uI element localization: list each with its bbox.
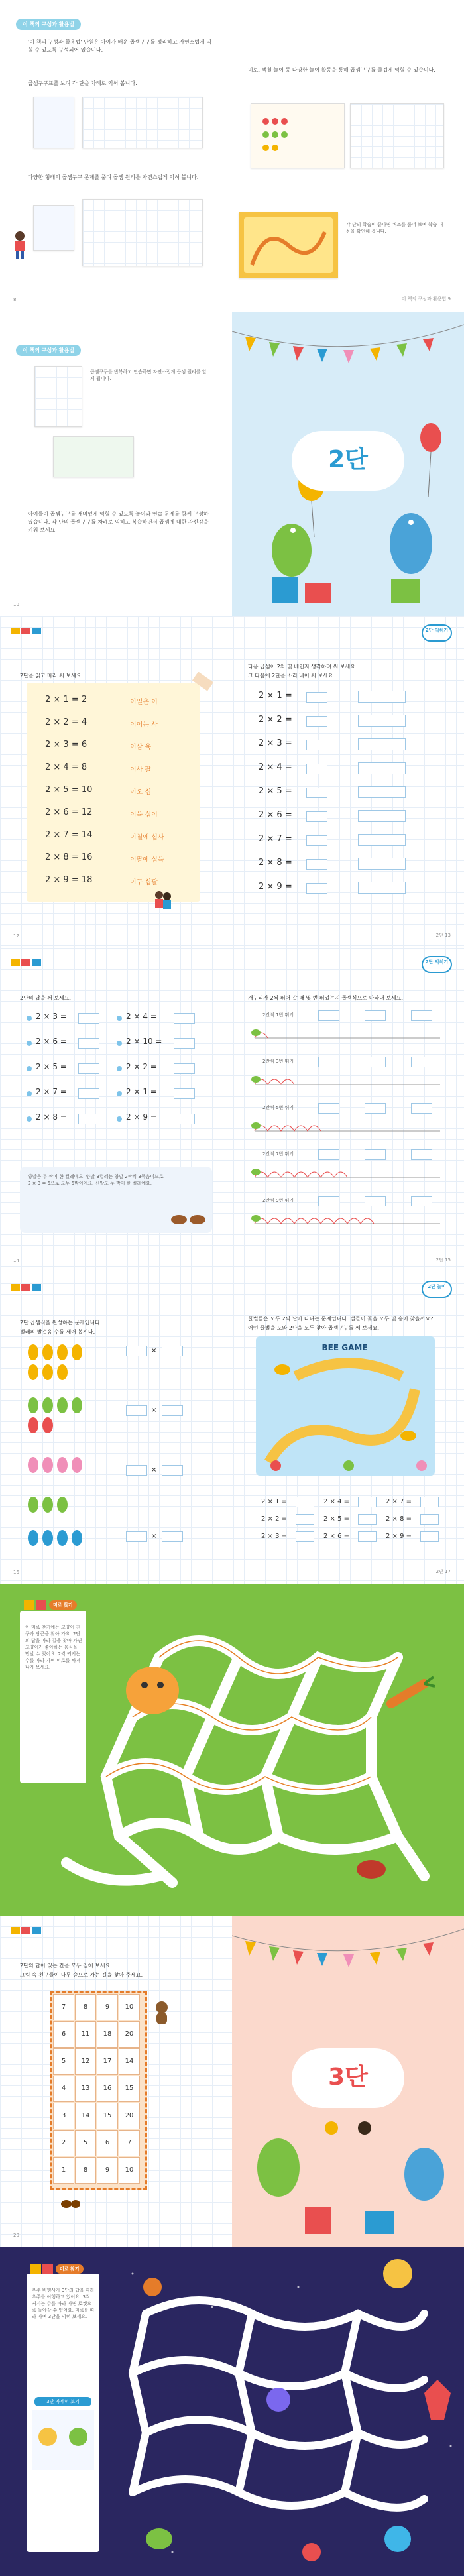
page-number: 2단 13	[435, 933, 451, 938]
page-number: 12	[13, 933, 19, 939]
equation: 2 × 1 =	[259, 691, 292, 701]
planet-icon	[143, 2278, 162, 2296]
caption: 곱셈구구를 반복하고 연습하면 자연스럽게 곱셈 원리를 알게 됩니다.	[90, 369, 207, 381]
writing-input[interactable]	[358, 691, 406, 703]
grid-cell[interactable]: 14	[119, 2048, 140, 2075]
number-line	[248, 1210, 447, 1230]
bullet-icon	[117, 1116, 122, 1122]
chapter-tag: 2단 익히기	[422, 956, 452, 973]
equation: 2 × 4 =	[259, 762, 292, 772]
answer-input[interactable]	[174, 1063, 195, 1074]
equation: 2 × 8 =	[36, 1112, 67, 1122]
equation: 2 × 6 = 12	[45, 807, 93, 817]
shoes-illustration	[170, 1210, 209, 1226]
equation: 2 × 8 = 16	[45, 852, 93, 862]
bee-game-board	[256, 1336, 435, 1476]
answer-input[interactable]	[78, 1088, 99, 1099]
row-label: 2칸씩 1번 뛰기	[262, 1012, 294, 1018]
number-line	[248, 1164, 447, 1184]
spread-5	[0, 1273, 464, 1584]
answer-input[interactable]	[306, 835, 327, 846]
bullet-icon	[117, 1066, 122, 1071]
answer-input[interactable]	[296, 1497, 314, 1507]
answer-input[interactable]	[162, 1531, 183, 1542]
grid-cell[interactable]: 4	[53, 2076, 74, 2102]
times-sign: ×	[151, 1347, 157, 1354]
equation: 2 × 4 =	[126, 1012, 157, 1021]
equation: 2 × 3 = 6	[45, 740, 87, 750]
train-icon	[11, 1925, 42, 1934]
grid-cell[interactable]: 5	[53, 2048, 74, 2075]
times-sign: ×	[151, 1407, 157, 1414]
spread-8	[0, 2247, 464, 2576]
note-text: 각 단의 학습이 끝나면 퀴즈를 풀어 보며 학습 내용을 확인해 봅니다.	[346, 222, 443, 234]
grid-cell[interactable]: 8	[75, 2157, 96, 2184]
page-8	[0, 0, 232, 312]
answer-input[interactable]	[365, 1103, 386, 1114]
grid-cell[interactable]: 7	[119, 2130, 140, 2156]
sun-icon	[383, 2259, 412, 2288]
equation: 2 × 2 = 4	[45, 717, 87, 727]
answer-input[interactable]	[78, 1114, 99, 1124]
equation: 2 × 2 =	[126, 1062, 157, 1071]
equation: 2 × 6 =	[323, 1533, 350, 1540]
answer-input[interactable]	[126, 1531, 147, 1542]
bottom-label: 3단 자세히 보기	[34, 2397, 91, 2406]
grid-cell[interactable]: 11	[75, 2021, 96, 2048]
bullet-icon	[117, 1041, 122, 1046]
bullet-icon	[117, 1016, 122, 1021]
title-page-2	[232, 312, 464, 616]
equation: 2 × 5 =	[36, 1062, 67, 1071]
reading: 이일은 이	[130, 699, 158, 706]
writing-input[interactable]	[358, 882, 406, 894]
space-maze[interactable]	[0, 2247, 464, 2576]
section-header: 이 책의 구성과 활용법	[16, 19, 81, 30]
train-icon	[11, 957, 42, 966]
page-number: 16	[13, 1570, 19, 1575]
writing-input[interactable]	[358, 738, 406, 750]
chapter-tag: 2단 놀이	[422, 1281, 452, 1298]
bullet-icon	[27, 1091, 32, 1096]
kid-illustration	[12, 231, 28, 260]
answer-input[interactable]	[296, 1531, 314, 1542]
maze[interactable]	[0, 1584, 464, 1916]
answer-input[interactable]	[296, 1514, 314, 1525]
mid-text: 다양한 형태의 곱셈구구 문제를 풀며 곱셈 원리를 자연스럽게 익혀 봅니다.	[28, 174, 199, 180]
reading: 이육 십이	[130, 811, 158, 819]
equation: 2 × 7 =	[259, 834, 292, 844]
answer-input[interactable]	[420, 1497, 439, 1507]
grid-cell[interactable]: 3	[53, 2103, 74, 2129]
equation: 2 × 6 =	[36, 1037, 67, 1046]
grid-cell[interactable]: 16	[97, 2076, 118, 2102]
spread-3	[0, 616, 464, 948]
equation: 2 × 4 =	[323, 1498, 350, 1505]
carrot-icon	[391, 1684, 424, 1704]
grid-cell[interactable]: 10	[119, 1994, 140, 2020]
equation: 2 × 1 =	[261, 1498, 288, 1505]
intro-text-2: 곱셈구구표를 보며 각 단을 차례로 익혀 봅니다.	[28, 80, 137, 86]
sample-table	[82, 97, 203, 148]
sample-card	[33, 97, 74, 148]
answer-input[interactable]	[78, 1063, 99, 1074]
equation: 2 × 1 = 2	[45, 695, 87, 705]
equation: 2 × 9 =	[126, 1112, 157, 1122]
ant-illustration	[60, 2194, 86, 2214]
writing-input[interactable]	[358, 858, 406, 870]
page-10	[0, 312, 232, 616]
answer-input[interactable]	[365, 1196, 386, 1206]
equation: 2 × 7 =	[36, 1087, 67, 1096]
instruction-2: 그 다음에 2단을 소리 내어 써 보세요.	[248, 673, 335, 679]
equation: 2 × 7 =	[386, 1498, 412, 1505]
page-16	[0, 1273, 232, 1584]
instruction: 2단의 답을 써 보세요.	[20, 995, 72, 1001]
equation: 2 × 5 =	[259, 786, 292, 796]
intro-text: '이 책의 구성과 활용법' 단원은 아이가 배운 곱셈구구를 정리하고 자연스럽게 익힐 수 있도록 구성되어 있습니다.	[28, 39, 212, 53]
chapter-tag: 2단 익히기	[422, 624, 452, 642]
page-number: 이 책의 구성과 활용법 9	[401, 296, 451, 302]
bug-group	[24, 1342, 103, 1560]
equation: 2 × 9 =	[259, 882, 292, 892]
page-number: 2단 15	[435, 1258, 451, 1263]
grid-cell[interactable]: 7	[53, 1994, 74, 2020]
instruction: 2단 곱셈식을 완성하는 문제입니다.	[20, 1320, 102, 1326]
answer-input[interactable]	[411, 1149, 432, 1160]
answer-input[interactable]	[174, 1088, 195, 1099]
writing-input[interactable]	[358, 810, 406, 822]
answer-input[interactable]	[318, 1196, 339, 1206]
instruction: 꿀벌들은 모두 2씩 날아 다니는 문제입니다. 벌들이 꽃을 모두 몇 송이 찾을까요?	[248, 1316, 434, 1322]
equation: 2 × 3 =	[36, 1012, 67, 1021]
reading: 이삼 육	[130, 744, 152, 751]
train-icon	[11, 626, 42, 635]
answer-input[interactable]	[318, 1149, 339, 1160]
answer-input[interactable]	[420, 1514, 439, 1525]
answer-input[interactable]	[306, 859, 327, 870]
bullet-icon	[27, 1016, 32, 1021]
body-text: 아이들이 곱셈구구를 재미있게 익힐 수 있도록 놀이와 연습 문제를 함께 구성하였습니다. 각 단의 곱셈구구를 차례로 익히고 복습하면서 곱셈에 대한 자신감을 키워 보세요.	[28, 511, 209, 533]
times-sign: ×	[151, 1533, 157, 1540]
answer-input[interactable]	[365, 1149, 386, 1160]
instruction: 다음 곱셈이 2와 몇 배인지 생각하며 써 보세요.	[248, 664, 357, 670]
sample-card	[53, 436, 134, 477]
answer-input[interactable]	[358, 1531, 377, 1542]
alien-icon	[146, 2528, 172, 2549]
planet-icon	[302, 2543, 321, 2561]
grid-cell[interactable]: 9	[97, 2157, 118, 2184]
answer-input[interactable]	[174, 1038, 195, 1049]
page-12	[0, 616, 232, 948]
answer-input[interactable]	[358, 1497, 377, 1507]
answer-input[interactable]	[411, 1057, 432, 1067]
equation: 2 × 9 =	[386, 1533, 412, 1540]
bullet-icon	[27, 1066, 32, 1071]
answer-input[interactable]	[306, 883, 327, 894]
row-label: 2칸씩 9번 뛰기	[262, 1198, 294, 1203]
chapter-title: 2단	[328, 446, 368, 473]
equation: 2 × 8 =	[386, 1515, 412, 1523]
writing-input[interactable]	[358, 834, 406, 846]
activity-card-2	[350, 103, 444, 168]
train-icon	[11, 1282, 42, 1291]
row-label: 2칸씩 5번 뛰기	[262, 1105, 294, 1110]
spread-1	[0, 0, 464, 312]
page-number: 20	[13, 2233, 19, 2238]
spread-6	[0, 1584, 464, 1916]
instruction-2: 어떤 꿀벌을 도와 2단을 모두 찾아 곱셈구구를 써 보세요.	[248, 1325, 379, 1331]
answer-input[interactable]	[318, 1103, 339, 1114]
bullet-icon	[117, 1091, 122, 1096]
instruction-2: 그림 속 친구들이 나무 숲으로 가는 길을 찾아 주세요.	[20, 1972, 143, 1978]
equation: 2 × 3 =	[261, 1533, 288, 1540]
page-17	[232, 1273, 464, 1584]
answer-input[interactable]	[318, 1057, 339, 1067]
intro-text-right: 미로, 색칠 놀이 등 다양한 놀이 활동을 통해 곱셈구구를 즐겁게 익힐 수 있습니다.	[248, 67, 435, 73]
grid-cell[interactable]: 20	[119, 2021, 140, 2048]
galaxy-icon	[266, 2388, 290, 2412]
answer-input[interactable]	[174, 1114, 195, 1124]
equation: 2 × 5 =	[323, 1515, 350, 1523]
grid-cell[interactable]: 1	[53, 2157, 74, 2184]
title-page-3	[232, 1916, 464, 2247]
tag-label: 미로 찾기	[49, 1600, 77, 1610]
grid-cell[interactable]: 6	[97, 2130, 118, 2156]
answer-input[interactable]	[306, 764, 327, 774]
equation: 2 × 8 =	[259, 858, 292, 868]
answer-input[interactable]	[306, 788, 327, 798]
sample-table-2	[82, 199, 203, 266]
answer-input[interactable]	[411, 1010, 432, 1021]
equation: 2 × 5 = 10	[45, 785, 93, 795]
instruction: 2단을 읽고 따라 써 보세요.	[20, 673, 84, 679]
grid-cell[interactable]: 10	[119, 2157, 140, 2184]
sample-sheet	[34, 366, 82, 427]
writing-input[interactable]	[358, 762, 406, 774]
page-14	[0, 948, 232, 1273]
monkey-illustration	[152, 2001, 171, 2027]
reading: 이사 팔	[130, 766, 152, 774]
answer-input[interactable]	[306, 692, 327, 703]
answer-input[interactable]	[358, 1514, 377, 1525]
equation: 2 × 10 =	[126, 1037, 162, 1046]
equation: 2 × 6 =	[259, 810, 292, 820]
times-sign: ×	[151, 1466, 157, 1474]
grid-cell[interactable]: 6	[53, 2021, 74, 2048]
answer-input[interactable]	[162, 1465, 183, 1476]
meat-icon	[357, 1860, 386, 1879]
spread-2	[0, 312, 464, 616]
reading: 이팔에 십육	[130, 856, 164, 864]
grid-cell[interactable]: 14	[75, 2103, 96, 2129]
equation: 2 × 1 =	[126, 1087, 157, 1096]
number-line	[248, 1025, 447, 1045]
tag-label: 미로 찾기	[56, 2264, 84, 2274]
answer-input[interactable]	[306, 740, 327, 750]
instruction: 2단의 답이 있는 칸을 모두 칠해 보세요.	[20, 1963, 112, 1969]
number-line	[248, 1118, 447, 1138]
spread-4	[0, 948, 464, 1273]
number-line	[248, 1071, 447, 1091]
reading: 이구 십팔	[130, 879, 158, 886]
grid-cell[interactable]: 17	[97, 2048, 118, 2075]
instruction-2: 벌레의 발걸음 수를 세어 봅시다.	[20, 1329, 95, 1335]
chapter-title: 3단	[328, 2064, 368, 2091]
grid-cell[interactable]: 5	[75, 2130, 96, 2156]
maze-instructions: 이 미로 찾기에는 고양이 친구가 당근을 찾아 가요. 2단의 답을 따라 길을 찾아 가면 고양이가 좋아하는 음식을 만날 수 있어요. 2씩 커지는 수를 따라 가며 미로를 빠져 나가 보세요.	[25, 1625, 82, 1670]
answer-input[interactable]	[420, 1531, 439, 1542]
page-number: 2단 17	[435, 1569, 451, 1574]
game-board	[239, 212, 338, 278]
equation: 2 × 4 = 8	[45, 762, 87, 772]
maze-instructions: 우주 비행사가 3단의 답을 따라 우주를 여행하고 있어요. 3씩 커지는 수를 따라 가면 로켓으로 돌아갈 수 있어요. 미로를 따라 가며 3단을 익혀 보세요.	[32, 2288, 95, 2319]
cat-character	[126, 1667, 179, 1714]
bullet-icon	[27, 1041, 32, 1046]
answer-input[interactable]	[411, 1196, 432, 1206]
equation: 2 × 3 =	[259, 738, 292, 748]
answer-input[interactable]	[306, 811, 327, 822]
page-number: 8	[13, 297, 17, 302]
page-9	[232, 0, 464, 312]
grid-cell[interactable]: 12	[75, 2048, 96, 2075]
grid-cell[interactable]: 2	[53, 2130, 74, 2156]
rocket-icon	[424, 2380, 451, 2420]
answer-input[interactable]	[126, 1465, 147, 1476]
grid-cell[interactable]: 20	[119, 2103, 140, 2129]
grid-cell[interactable]: 18	[97, 2021, 118, 2048]
page-20	[0, 1916, 232, 2247]
writing-input[interactable]	[358, 715, 406, 727]
answer-input[interactable]	[306, 716, 327, 727]
answer-input[interactable]	[78, 1038, 99, 1049]
grid-cell[interactable]: 8	[75, 1994, 96, 2020]
page-number: 14	[13, 1258, 19, 1263]
answer-input[interactable]	[126, 1405, 147, 1416]
answer-input[interactable]	[126, 1346, 147, 1356]
grid-cell[interactable]: 15	[119, 2076, 140, 2102]
page-13	[232, 616, 464, 948]
reading: 이이는 사	[130, 721, 158, 729]
page-15	[232, 948, 464, 1273]
bee-game-title: BEE GAME	[321, 1343, 368, 1352]
kids-illustration	[152, 890, 172, 916]
grid-cell[interactable]: 13	[75, 2076, 96, 2102]
equation: 2 × 9 = 18	[45, 875, 93, 885]
bullet-icon	[27, 1116, 32, 1122]
answer-input[interactable]	[411, 1103, 432, 1114]
answer-input[interactable]	[78, 1013, 99, 1024]
row-label: 2칸씩 3번 뛰기	[262, 1059, 294, 1064]
page-number: 10	[13, 602, 19, 607]
spread-7	[0, 1916, 464, 2247]
grid-cell[interactable]: 9	[97, 1994, 118, 2020]
grid-cell[interactable]: 15	[97, 2103, 118, 2129]
writing-input[interactable]	[358, 786, 406, 798]
equation: 2 × 2 =	[261, 1515, 288, 1523]
planet-icon	[384, 2526, 411, 2552]
answer-input[interactable]	[318, 1010, 339, 1021]
answer-input[interactable]	[162, 1405, 183, 1416]
activity-card-1	[251, 103, 345, 168]
answer-input[interactable]	[162, 1346, 183, 1356]
section-header: 이 책의 구성과 활용법	[16, 345, 81, 356]
answer-input[interactable]	[365, 1010, 386, 1021]
sample-card-2	[33, 205, 74, 251]
equation: 2 × 7 = 14	[45, 830, 93, 840]
instruction: 개구리가 2씩 뛰어 갈 때 몇 번 뛰었는지 곱셈식으로 나타내 보세요.	[248, 995, 403, 1001]
row-label: 2칸씩 7번 뛰기	[262, 1151, 294, 1157]
answer-input[interactable]	[365, 1057, 386, 1067]
reading: 이오 십	[130, 789, 152, 796]
answer-input[interactable]	[174, 1013, 195, 1024]
reading: 이칠에 십사	[130, 834, 164, 841]
note-text: 양말은 두 짝이 한 켤레예요. 양말 3켤레는 양말 2짝씩 3묶음이므로 2 × 3 = 6으로 모두 6짝이에요. 신발도 두 짝이 한 켤레예요.	[28, 1174, 164, 1186]
equation: 2 × 2 =	[259, 715, 292, 725]
